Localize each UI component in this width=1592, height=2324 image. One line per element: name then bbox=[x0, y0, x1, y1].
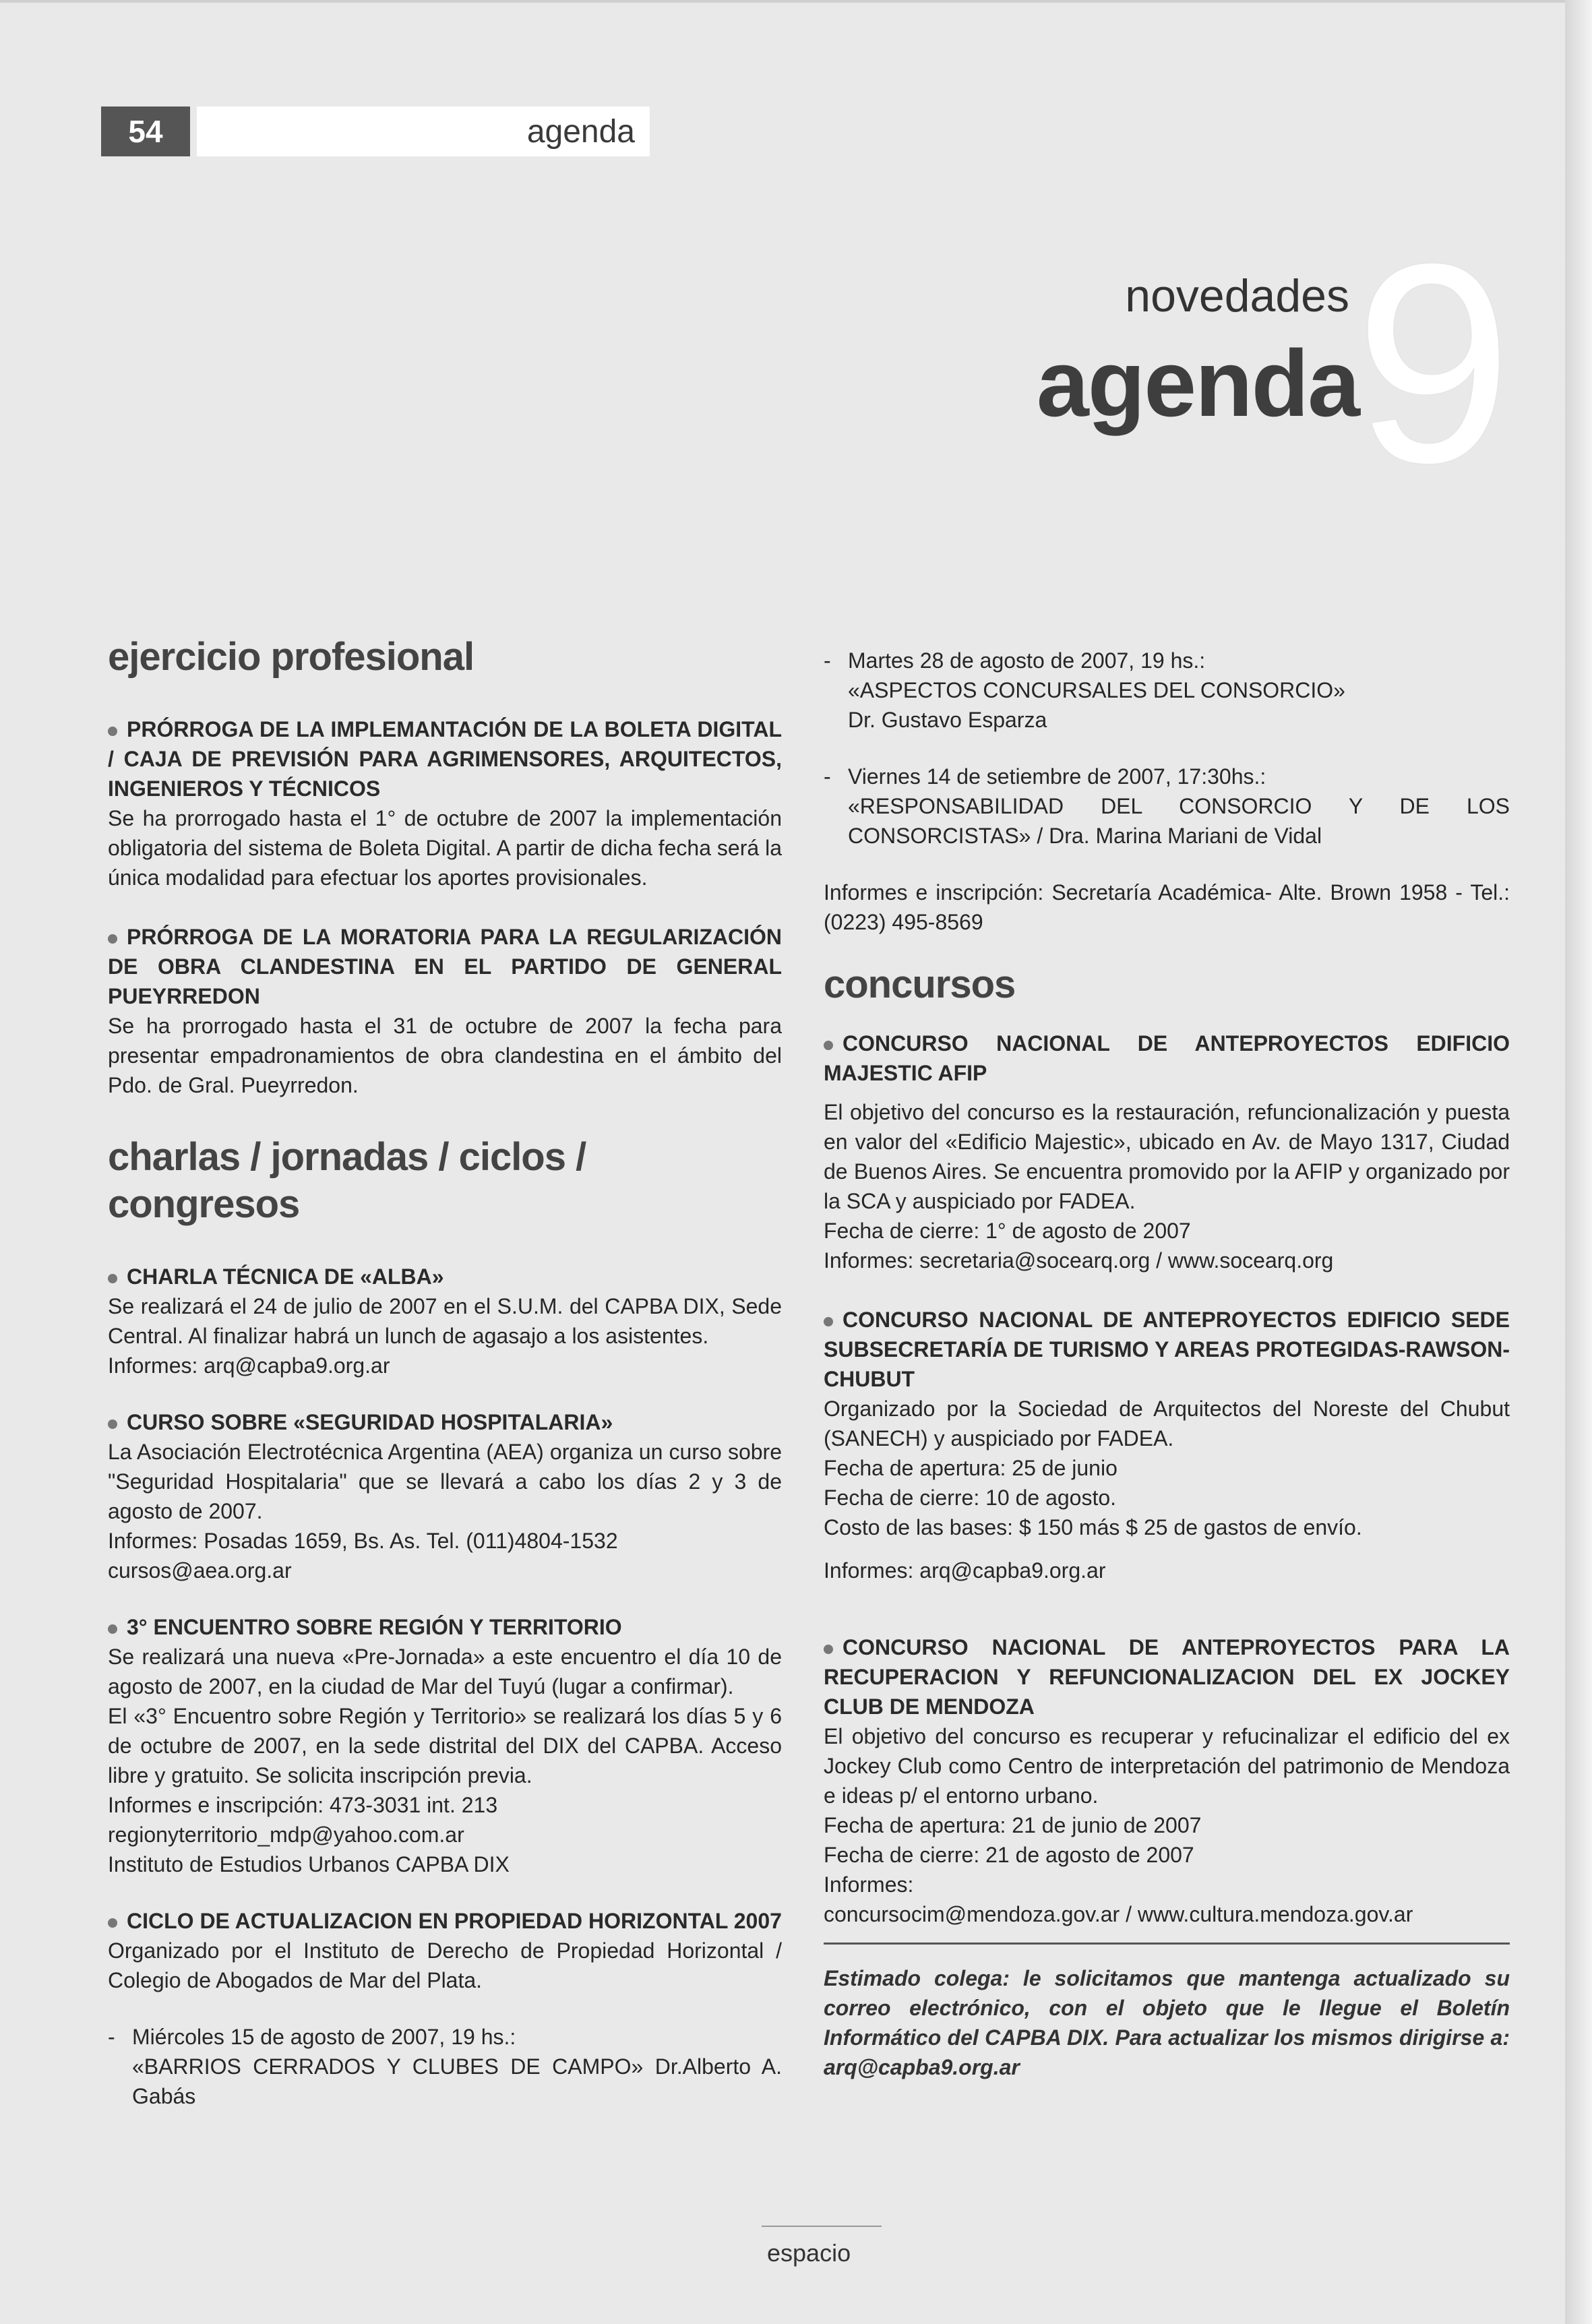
item-title: PRÓRROGA DE LA IMPLEMANTACIÓN DE LA BOLETA DIGITAL / CAJA DE PREVISIÓN PARA AGRIMENSORES, ARQUITECTOS, INGENIEROS Y TÉCNICOS bbox=[108, 717, 782, 801]
top-rule bbox=[0, 0, 1565, 3]
section-label: agenda bbox=[526, 113, 635, 150]
item-alba bbox=[108, 1262, 782, 1380]
item-body: Se realizará el 24 de julio de 2007 en el S.U.M. del CAPBA DIX, Sede Central. Al finalizar habrá un lunch de agasajo a los asistentes. bbox=[108, 1294, 782, 1348]
item-seguridad bbox=[108, 1407, 782, 1585]
title-digit: 9 bbox=[1355, 206, 1512, 522]
item-body: La Asociación Electrotécnica Argentina (AEA) organiza un curso sobre "Seguridad Hospitalaria" que se llevará a cabo los días 2 y 3 de agosto de 2007. bbox=[108, 1440, 782, 1523]
heading-concursos: concursos bbox=[824, 962, 1016, 1006]
talk-title: «RESPONSABILIDAD DEL CONSORCIO Y DE LOS CONSORCISTAS» / Dra. Marina Mariani de Vidal bbox=[848, 794, 1510, 848]
talk-speaker: Dr. Gustavo Esparza bbox=[848, 708, 1047, 732]
heading-charlas: charlas / jornadas / ciclos / congresos bbox=[108, 1135, 586, 1226]
item-body: Se ha prorrogado hasta el 1° de octubre de 2007 la implementación obligatoria del sistema de Boleta Digital. A partir de dicha fecha será la única modalidad para efectuar los aportes provisionales. bbox=[108, 806, 782, 890]
item-mail: concursocim@mendoza.gov.ar / www.cultura.mendoza.gov.ar bbox=[824, 1902, 1413, 1926]
talk-entry: - Miércoles 15 de agosto de 2007, 19 hs.: «BARRIOS CERRADOS Y CLUBES DE CAMPO» Dr.Alberto A. Gabás bbox=[108, 2022, 782, 2111]
bullet-icon bbox=[108, 1918, 117, 1928]
talk-date: Miércoles 15 de agosto de 2007, 19 hs.: bbox=[132, 2025, 516, 2049]
talk-entry: - Martes 28 de agosto de 2007, 19 hs.: «ASPECTOS CONCURSALES DEL CONSORCIO» Dr. Gustavo Esparza bbox=[824, 646, 1510, 735]
item-title: CHARLA TÉCNICA DE «ALBA» bbox=[108, 1262, 782, 1291]
bullet-icon bbox=[824, 1041, 833, 1050]
bullet-icon bbox=[108, 1274, 117, 1283]
item-title: CONCURSO NACIONAL DE ANTEPROYECTOS EDIFICIO SEDE SUBSECRETARÍA DE TURISMO Y AREAS PROTEGIDAS-RAWSON-CHUBUT bbox=[824, 1308, 1510, 1391]
item-title: CONCURSO NACIONAL DE ANTEPROYECTOS EDIFICIO MAJESTIC AFIP bbox=[824, 1031, 1510, 1085]
item-info: Informes e inscripción: 473-3031 int. 213 bbox=[108, 1793, 498, 1817]
title-big: agenda bbox=[1036, 330, 1359, 436]
bullet-icon bbox=[824, 1645, 833, 1654]
title-small: novedades bbox=[1125, 270, 1349, 322]
item-info: Informes: bbox=[824, 1872, 914, 1897]
item-body: El objetivo del concurso es la restauración, refuncionalización y puesta en valor del «Edificio Majestic», ubicado en Av. de Mayo 1317, Ciudad de Buenos Aires. Se encuentra promovido por la AFIP y organizado por la SCA y auspiciado por FADEA. bbox=[824, 1100, 1510, 1213]
footer-rule bbox=[762, 2226, 882, 2227]
bullet-icon bbox=[108, 1419, 117, 1429]
item-boleta bbox=[108, 714, 782, 892]
item-close: Fecha de cierre: 1° de agosto de 2007 bbox=[824, 1219, 1191, 1243]
item-title: CONCURSO NACIONAL DE ANTEPROYECTOS PARA LA RECUPERACION Y REFUNCIONALIZACION DEL EX JOCKEY CLUB DE MENDOZA bbox=[824, 1635, 1510, 1719]
talk-title: «BARRIOS CERRADOS Y CLUBES DE CAMPO» Dr.Alberto A. Gabás bbox=[132, 2054, 782, 2108]
right-column bbox=[824, 646, 1510, 2082]
page-number: 54 bbox=[101, 106, 190, 156]
item-close: Fecha de cierre: 21 de agosto de 2007 bbox=[824, 1843, 1194, 1867]
heading-ejercicio: ejercicio profesional bbox=[108, 635, 474, 679]
item-title: PRÓRROGA DE LA MORATORIA PARA LA REGULARIZACIÓN DE OBRA CLANDESTINA EN EL PARTIDO DE GENERAL PUEYRREDON bbox=[108, 925, 782, 1008]
page-edge bbox=[1565, 0, 1592, 2324]
item-open: Fecha de apertura: 25 de junio bbox=[824, 1456, 1118, 1480]
item-title: CICLO DE ACTUALIZACION EN PROPIEDAD HORIZONTAL 2007 bbox=[108, 1906, 782, 1936]
footer-label: espacio bbox=[767, 2239, 851, 2267]
info-inscripcion: Informes e inscripción: Secretaría Académica- Alte. Brown 1958 - Tel.: (0223) 495-8569 bbox=[824, 880, 1510, 934]
item-cost: Costo de las bases: $ 150 más $ 25 de gastos de envío. bbox=[824, 1515, 1362, 1539]
section-header bbox=[197, 106, 650, 156]
concurso-mendoza bbox=[824, 1632, 1510, 1929]
talk-date: Viernes 14 de setiembre de 2007, 17:30hs.: bbox=[848, 764, 1266, 789]
item-org: Instituto de Estudios Urbanos CAPBA DIX bbox=[108, 1852, 510, 1876]
talk-title: «ASPECTOS CONCURSALES DEL CONSORCIO» bbox=[848, 678, 1345, 702]
item-propiedad bbox=[108, 1906, 782, 2111]
talk-date: Martes 28 de agosto de 2007, 19 hs.: bbox=[848, 648, 1206, 673]
item-region bbox=[108, 1612, 782, 1879]
concurso-chubut bbox=[824, 1305, 1510, 1585]
item-title: CURSO SOBRE «SEGURIDAD HOSPITALARIA» bbox=[108, 1407, 782, 1437]
item-open: Fecha de apertura: 21 de junio de 2007 bbox=[824, 1813, 1202, 1837]
item-mail: cursos@aea.org.ar bbox=[108, 1558, 292, 1583]
item-body: Se ha prorrogado hasta el 31 de octubre de 2007 la fecha para presentar empadronamientos de obra clandestina en el ámbito del Pdo. de Gral. Pueyrredon. bbox=[108, 1014, 782, 1097]
talk-entry: - Viernes 14 de setiembre de 2007, 17:30hs.: «RESPONSABILIDAD DEL CONSORCIO Y DE LOS CONSORCISTAS» / Dra. Marina Mariani de Vidal bbox=[824, 762, 1510, 851]
item-body: El «3° Encuentro sobre Región y Territorio» se realizará los días 5 y 6 de octubre de 2007, en la sede distrital del DIX del CAPBA. Acceso libre y gratuito. Se solicita inscripción previa. bbox=[108, 1704, 782, 1787]
item-info: Informes: arq@capba9.org.ar bbox=[108, 1353, 390, 1378]
item-body: El objetivo del concurso es recuperar y refucinalizar el edificio del ex Jockey Club como Centro de interpretación del patrimonio de Mendoza e ideas p/ el entorno urbano. bbox=[824, 1724, 1510, 1808]
item-info: Informes: secretaria@socearq.org / www.socearq.org bbox=[824, 1248, 1334, 1273]
item-title: 3° ENCUENTRO SOBRE REGIÓN Y TERRITORIO bbox=[108, 1612, 782, 1642]
item-body: Organizado por el Instituto de Derecho de Propiedad Horizontal / Colegio de Abogados de Mar del Plata. bbox=[108, 1938, 782, 1992]
concurso-majestic bbox=[824, 1029, 1510, 1275]
item-body: Organizado por la Sociedad de Arquitectos del Noreste del Chubut (SANECH) y auspiciado por FADEA. bbox=[824, 1397, 1510, 1450]
item-close: Fecha de cierre: 10 de agosto. bbox=[824, 1486, 1117, 1510]
left-column bbox=[108, 634, 782, 2111]
item-body: Se realizará una nueva «Pre-Jornada» a este encuentro el día 10 de agosto de 2007, en la ciudad de Mar del Tuyú (lugar a confirmar). bbox=[108, 1645, 782, 1699]
bullet-icon bbox=[824, 1317, 833, 1326]
bullet-icon bbox=[108, 1624, 117, 1634]
item-moratoria bbox=[108, 922, 782, 1100]
item-info: Informes: Posadas 1659, Bs. As. Tel. (011)4804-1532 bbox=[108, 1529, 618, 1553]
item-mail: regionyterritorio_mdp@yahoo.com.ar bbox=[108, 1823, 464, 1847]
bullet-icon bbox=[108, 934, 117, 944]
bullet-icon bbox=[108, 727, 117, 736]
item-info: Informes: arq@capba9.org.ar bbox=[824, 1558, 1106, 1583]
closing-note: Estimado colega: le solicitamos que mantenga actualizado su correo electrónico, con el objeto que le llegue el Boletín Informático del CAPBA DIX. Para actualizar los mismos dirigirse a: arq@capba9.org.ar bbox=[824, 1943, 1510, 2082]
